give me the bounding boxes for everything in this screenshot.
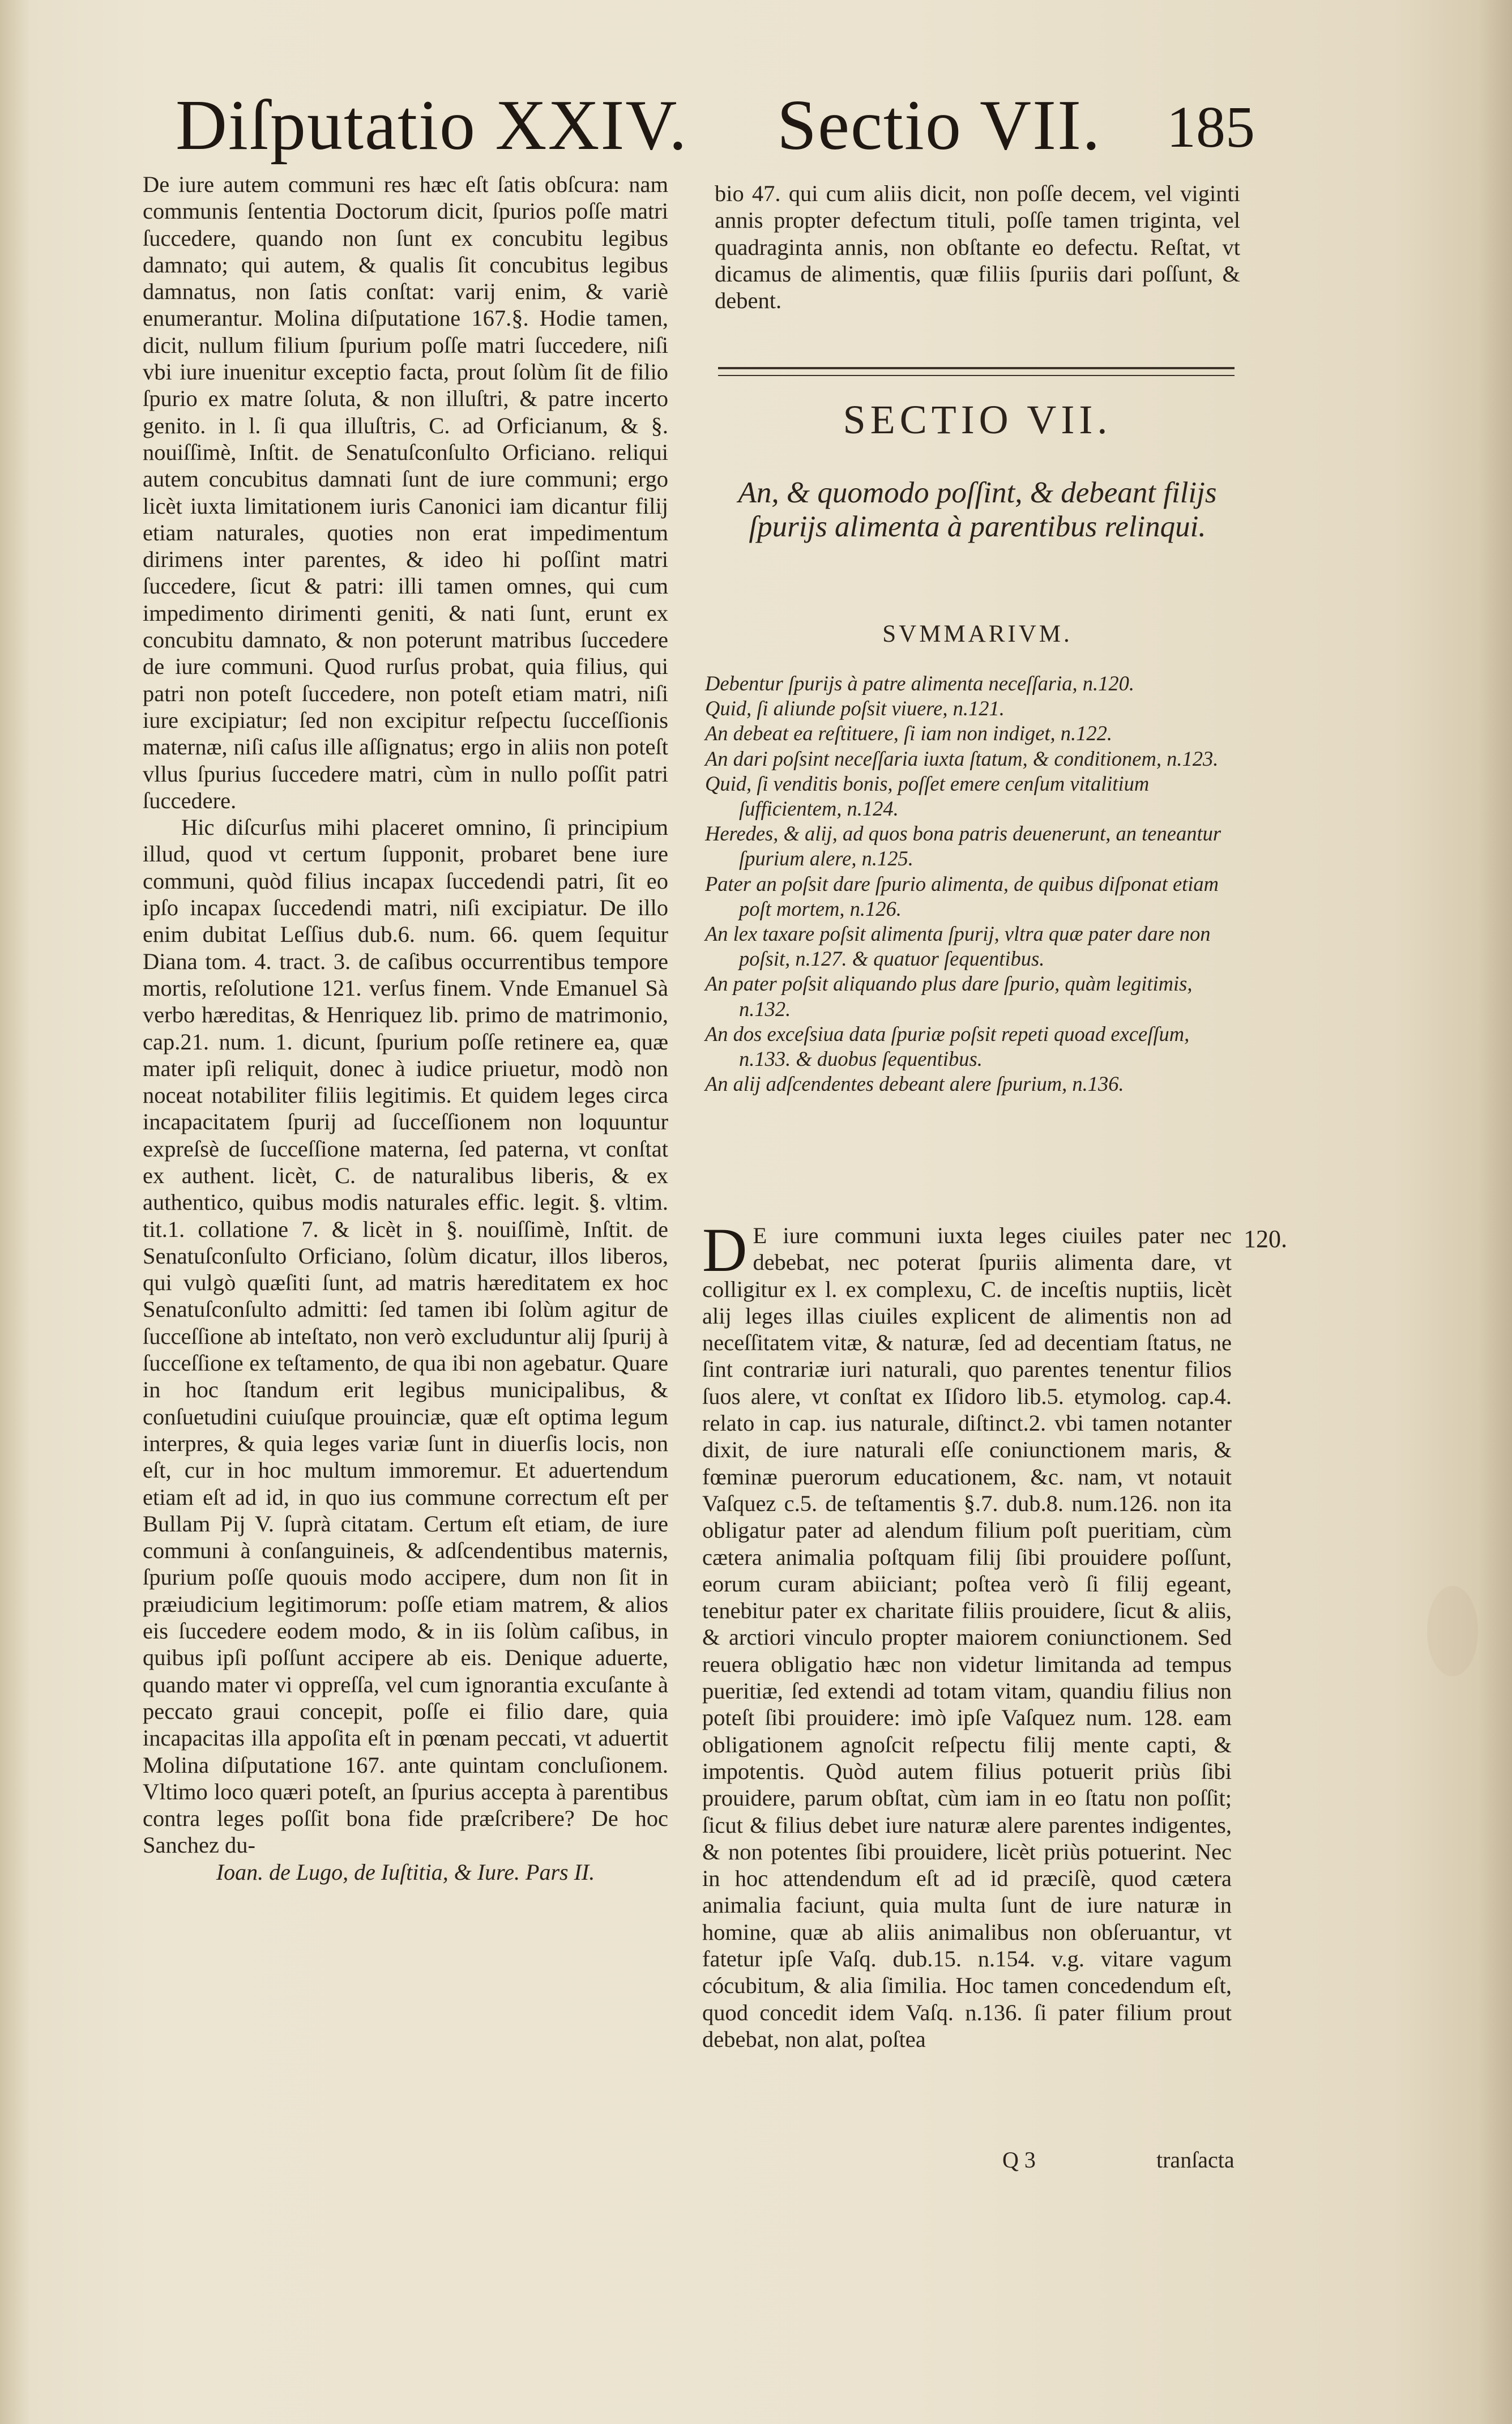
running-head-left: Diſputatio XXIV.	[176, 86, 688, 165]
left-paragraph-1: De iure autem communi res hæc eſt ſatis obſcura: nam communis ſententia Doctorum dicit, ſpurios poſſe matri ſuccedere, quando non ſunt ex concubitu legibus damnato; qui autem, & qualis ſit concubitus legibus damnatus, non ſatis conſtat: varij enim, & variè enumerantur. Molina diſputatione 167.§. Hodie tamen, dicit, nullum filium ſpurium poſſe matri ſuccedere, niſi vbi iure inuenitur exceptio facta, prout ſolùm ſit de filio ſpurio ex matre ſoluta, & non illuſtri, & patre incerto genito. in l. ſi qua illuſtris, C. ad Orficianum, & §. nouiſſimè, Inſtit. de Senatuſconſulto Orficiano. reliqui autem concubitus damnati ſunt de iure communi; ergo licèt iuxta limitationem iuris Canonici iam dicantur filij etiam naturales, quoties non erat impedimentum dirimens inter parentes, & ideo hi poſſint matri ſuccedere, ſicut & patri: illi tamen omnes, qui cum impedimento dirimenti geniti, & nati ſunt, erunt ex concubitu damnato, & non poterunt matribus ſuccedere de iure communi. Quod rurſus probat, quia filius, qui patri non poteſt ſuccedere, non poteſt etiam matri, niſi iure excipiatur; ſed non excipitur reſpectu ſucceſſionis maternæ, niſi caſus ille aſſignatus; ergo in aliis non poteſt vllus ſpurius ſuccedere matri, cùm in nullo poſſit patri ſuccedere.	[143, 172, 668, 813]
summary-item: An debeat ea reſtituere, ſi iam non indiget, n.122.	[705, 722, 1113, 745]
summary-item: An dari poſsint neceſſaria iuxta ſtatum, & conditionem, n.123.	[705, 746, 1219, 770]
summary-item: An lex taxare poſsit alimenta ſpurij, vltra quæ pater dare non poſsit, n.127. & quatuor ſequentibus.	[705, 922, 1211, 971]
drop-capital: D	[702, 1215, 748, 1284]
summary-item: An pater poſsit aliquando plus dare ſpurio, quàm legitimis, n.132.	[705, 972, 1193, 1021]
page-edge-shadow	[1478, 0, 1512, 2424]
right-column-body	[702, 1215, 1232, 2052]
right-column-top	[715, 180, 1240, 314]
right-top-paragraph: bio 47. qui cum aliis dicit, non poſſe decem, vel viginti annis propter defectum tituli, poſſe tamen triginta, vel quadraginta annis, non obſtante eo defectu. Reſtat, vt dicamus de alimentis, quæ filiis ſpuriis dari poſſunt, & debent.	[715, 181, 1240, 314]
summary-item: An alij adſcendentes debeant alere ſpurium, n.136.	[705, 1072, 1124, 1096]
catchword: tranſacta	[1156, 2147, 1235, 2173]
signature-mark: Q 3	[1002, 2147, 1036, 2173]
left-paragraph-2: Hic diſcurſus mihi placeret omnino, ſi principium illud, quod vt certum ſupponit, probaret bene iure communi, quòd filius incapax ſuccedendi patri, ſit eo ipſo incapax ſuccedendi matri, niſi excipiatur. De illo enim dubitat Leſſius dub.6. num. 66. quem ſequitur Diana tom. 4. tract. 3. de caſibus occurrentibus tempore mortis, reſolutione 121. verſus finem. Vnde Emanuel Sà verbo hæreditas, & Henriquez lib. primo de matrimonio, cap.21. num. 1. dicunt, ſpurium poſſe retinere ea, quæ mater ipſi reliquit, donec à iudice priuetur, modò non noceat notabiliter filiis legitimis. Et quidem leges circa incapacitatem ſpurij ad ſucceſſionem non loquuntur expreſsè de ſucceſſione materna, ſed paterna, vt conſtat ex authent. licèt, C. de naturalibus liberis, & ex authentico, quibus modis naturales effic. legit. §. vltim. tit.1. collatione 7. & licèt in §. nouiſſimè, Inſtit. de Senatuſconſulto Orficiano, ſolùm dicatur, illos liberos, qui vulgò quæſiti ſunt, ad matris hæreditatem ex hoc Senatuſconſulto admitti: ſed tamen ibi ſolùm agitur de ſucceſſione ab inteſtato, non verò excluduntur alij ſpurij à ſucceſſione ex teſtamento, de qua ibi non agebatur. Quare in hoc ſtandum erit legibus municipalibus, & conſuetudini cuiuſque prouinciæ, quæ eſt optima legum interpres, & quia leges variæ ſunt in diuerſis locis, non eſt, cur in hoc multum immoremur. Et aduertendum etiam eſt ad id, in quo ius commune correctum eſt per Bullam Pij V. ſuprà citatam. Certum eſt etiam, de iure communi à conſanguineis, & adſcendentibus maternis, ſpurium poſſe quouis modo accipere, dum non ſit in præiudicium legitimorum: poſſe etiam matrem, & alios eis ſuccedere eodem modo, & in iis ſolùm caſibus, in quibus ipſi poſſunt accipere ab eis. Denique aduerte, quando mater vi oppreſſa, vel cum ignorantia excuſante à peccato graui concepit, poſſe ei filio dare, quia incapacitas illa appoſita eſt in pœnam peccati, vt aduertit Molina diſputatione 167. ante quintam concluſionem. Vltimo loco quæri poteſt, an ſpurius accepta à parentibus contra leges poſſit bona fide præſcribere? De hoc Sanchez du-	[143, 814, 668, 1858]
summary-item: Quid, ſi venditis bonis, poſſet emere cenſum vitalitium ſufficientem, n.124.	[705, 771, 1150, 821]
body-text: E iure communi iuxta leges ciuiles pater nec debebat, nec poterat ſpuriis alimenta dare, vt colligitur ex l. ex complexu, C. de inceſtis nuptiis, licèt alij leges illas ciuiles explicent de alimentis non ad neceſſitatem vitæ, & naturæ, ſed ad decentiam ſtatus, ne ſint contrariæ iuri naturali, quo parentes tenentur filios ſuos alere, vt conſtat ex Iſidoro lib.5. etymolog. cap.4. relato in cap. ius naturale, diſtinct.2. vbi tamen notanter dixit, de iure naturali eſſe coniunctionem maris, & fœminæ puerorum educationem, &c. nam, vt notauit Vaſquez c.5. de teſtamentis §.7. dub.8. num.126. non ita obligatur pater ad alendum filium poſt pueritiam, cùm cætera animalia poſtquam filij ſibi prouidere poſſunt, eorum curam abiiciant; poſtea verò ſi filij egeant, tenebitur pater ex charitate filiis prouidere, ſicut & aliis, & arctiori vinculo propter maiorem coniunctionem. Sed reuera obligatio hæc non videtur limitanda ad tempus pueritiæ, ſed extendi ad totam vitam, quandiu filius non poteſt ſibi prouidere: imò ipſe Vaſquez num. 128. eam obligationem agnoſcit reſpectu filij mente capti, & impotentis. Quòd autem filius potuerit priùs ſibi prouidere, parum obſtat, cùm iam in eo ſtatu non poſſit; ſicut & filius debet iure naturæ alere parentes indigentes, & non potentes ſibi prouidere, licèt priùs potuerint. Nec in hoc attendendum eſt ad id præciſè, quod cætera animalia faciunt, quia multa ſunt de iure naturæ in homine, quæ ab aliis animalibus non obſeruantur, vt fatetur ipſe Vaſq. dub.15. n.154. v.g. vitare vagum cócubitum, & alia ſimilia. Hoc tamen concedendum eſt, quod concedit idem Vaſq. n.136. ſi pater filium prout debebat, non alat, poſtea	[702, 1223, 1232, 2052]
summary-item: Pater an poſsit dare ſpurio alimenta, de quibus diſponat etiam poſt mortem, n.126.	[705, 872, 1219, 920]
summary-item: Heredes, & alij, ad quos bona patris deuenerunt, an teneantur ſpurium alere, n.125.	[705, 822, 1221, 870]
marginal-number: 120.	[1244, 1225, 1287, 1253]
summary-list	[705, 671, 1240, 1096]
left-column	[143, 171, 668, 1885]
running-footer-signature: Ioan. de Lugo, de Iuſtitia, & Iure. Pars II.	[216, 1859, 595, 1885]
body-paragraph	[702, 1215, 1232, 2052]
section-question: An, & quomodo poſſint, & debeant filijs ſpurijs alimenta à parentibus relinqui.	[738, 476, 1217, 543]
section-title: SECTIO VII.	[843, 397, 1112, 442]
page-number: 185	[1167, 95, 1255, 160]
running-head-section: Sectio VII.	[777, 86, 1101, 165]
summary-item: An dos exceſsiua data ſpuriæ poſsit repeti quoad exceſſum, n.133. & duobus ſequentibus.	[705, 1022, 1190, 1071]
section-divider-rule	[718, 367, 1235, 369]
summary-item: Quid, ſi aliunde poſsit viuere, n.121.	[705, 697, 1005, 720]
summary-item: Debentur ſpurijs à patre alimenta neceſſaria, n.120.	[705, 672, 1134, 695]
paper-stain	[1427, 1586, 1478, 1676]
summary-heading: SVMMARIVM.	[882, 621, 1073, 647]
section-divider-rule-thin	[718, 375, 1235, 376]
